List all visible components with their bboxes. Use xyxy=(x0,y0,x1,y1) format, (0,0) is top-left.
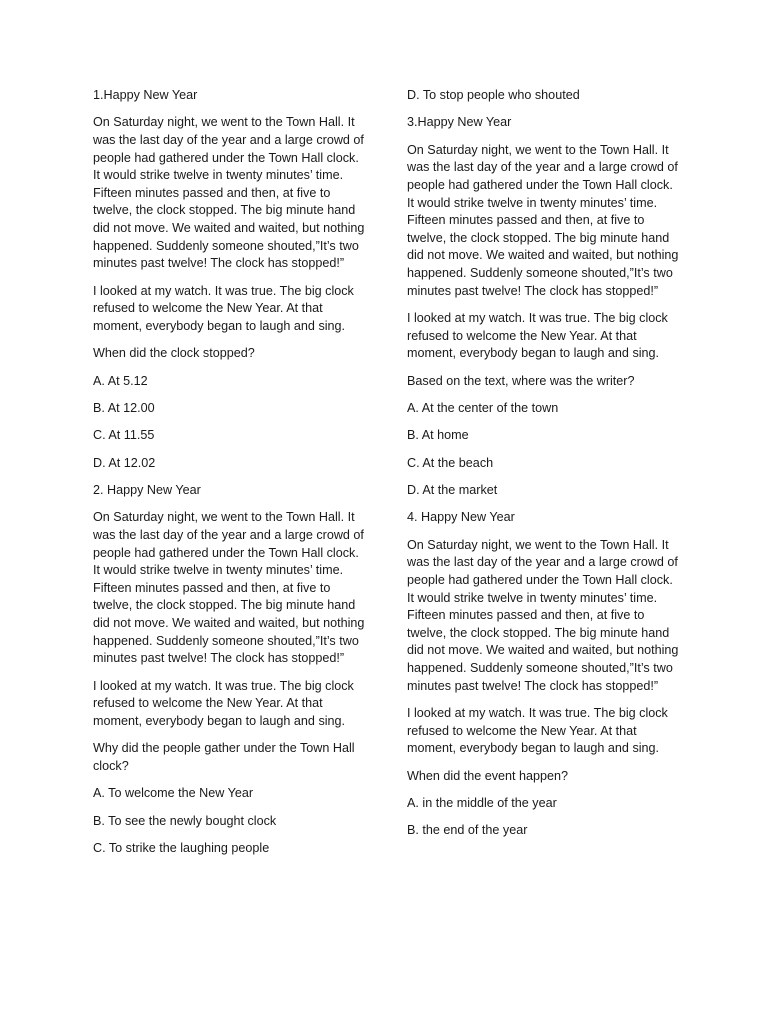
q1-option-a: A. At 5.12 xyxy=(93,373,148,388)
q4-option-a: A. in the middle of the year xyxy=(407,795,557,810)
q3-passage-paragraph-2: I looked at my watch. It was true. The big clock refused to welcome the New Year. At that moment, everybody began to laugh and sing. xyxy=(407,310,668,361)
q4-passage-paragraph-2: I looked at my watch. It was true. The big clock refused to welcome the New Year. At that moment, everybody began to laugh and sing. xyxy=(407,705,668,756)
q1-question: When did the clock stopped? xyxy=(93,346,255,361)
q3-question: Based on the text, where was the writer? xyxy=(407,373,635,388)
left-column xyxy=(93,87,365,867)
q2-option-c: C. To strike the laughing people xyxy=(93,840,270,855)
q1-option-d: D. At 12.02 xyxy=(93,455,156,470)
q2-option-b: B. To see the newly bought clock xyxy=(93,813,277,828)
q3-option-b: B. At home xyxy=(407,428,469,443)
q1-option-b: B. At 12.00 xyxy=(93,400,155,415)
q1-option-c: C. At 11.55 xyxy=(93,428,155,443)
q4-title: 4. Happy New Year xyxy=(407,510,515,525)
q4-question: When did the event happen? xyxy=(407,768,569,783)
q1-passage-paragraph-1: On Saturday night, we went to the Town Hall. It was the last day of the year and a large crowd of people had gathered under the Town Hall clock. It would strike twelve in twenty minutes’ time. Fifteen minutes passed and then, at five to twelve, the clock stopped. The big minute hand did not move. We waited and waited, but nothing happened. Suddenly someone shouted,”It’s two minutes past twelve! The clock has stopped!” xyxy=(93,115,365,271)
q4-option-b: B. the end of the year xyxy=(407,823,528,838)
q3-option-a: A. At the center of the town xyxy=(407,400,559,415)
q2-passage-paragraph-2: I looked at my watch. It was true. The big clock refused to welcome the New Year. At that moment, everybody began to laugh and sing. xyxy=(93,678,354,728)
q2-passage-paragraph-1: On Saturday night, we went to the Town Hall. It was the last day of the year and a large crowd of people had gathered under the Town Hall clock. It would strike twelve in twenty minutes’ time. Fifteen minutes passed and then, at five to twelve, the clock stopped. The big minute hand did not move. We waited and waited, but nothing happened. Suddenly someone shouted,”It’s two minutes past twelve! The clock has stopped!” xyxy=(93,510,365,666)
q2-option-d: D. To stop people who shouted xyxy=(407,88,580,102)
q2-title: 2. Happy New Year xyxy=(93,483,201,498)
q3-option-c: C. At the beach xyxy=(407,455,494,470)
q3-title: 3.Happy New Year xyxy=(407,115,512,130)
q1-passage-paragraph-2: I looked at my watch. It was true. The big clock refused to welcome the New Year. At that moment, everybody began to laugh and sing. xyxy=(93,283,354,333)
q1-title: 1.Happy New Year xyxy=(93,88,198,102)
q3-passage-paragraph-1: On Saturday night, we went to the Town Hall. It was the last day of the year and a large crowd of people had gathered under the Town Hall clock. It would strike twelve in twenty minutes’ time. Fifteen minutes passed and then, at five to twelve, the clock stopped. The big minute hand did not move. We waited and waited, but nothing happened. Suddenly someone shouted,”It’s two minutes past twelve! The clock has stopped!” xyxy=(407,142,679,298)
q2-option-a: A. To welcome the New Year xyxy=(93,786,254,801)
q4-passage-paragraph-1: On Saturday night, we went to the Town Hall. It was the last day of the year and a large crowd of people had gathered under the Town Hall clock. It would strike twelve in twenty minutes’ time. Fifteen minutes passed and then, at five to twelve, the clock stopped. The big minute hand did not move. We waited and waited, but nothing happened. Suddenly someone shouted,”It’s two minutes past twelve! The clock has stopped!” xyxy=(407,537,679,693)
right-column xyxy=(407,87,679,850)
q2-question: Why did the people gather under the Town Hall clock? xyxy=(93,741,355,773)
q3-option-d: D. At the market xyxy=(407,483,498,498)
